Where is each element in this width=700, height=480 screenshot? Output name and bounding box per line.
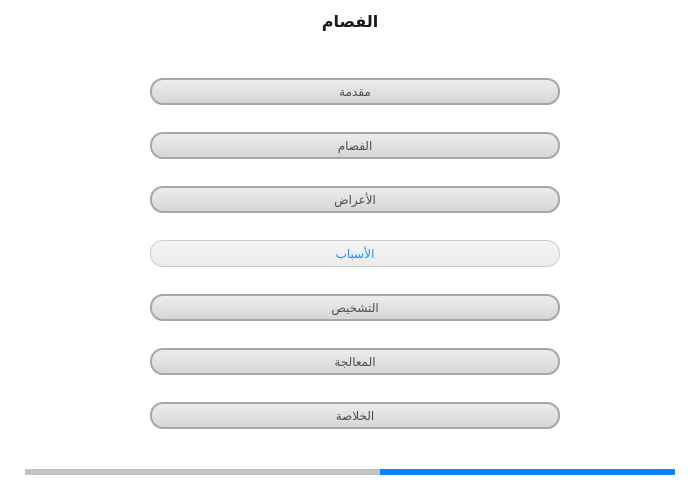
menu-button-label: مقدمة	[339, 84, 371, 99]
menu-button-summary[interactable]	[150, 402, 560, 429]
menu-button-symptoms[interactable]	[150, 186, 560, 213]
menu-button-diagnosis[interactable]	[150, 294, 560, 321]
menu-button-label: التشخيص	[331, 300, 379, 315]
menu-button-schizophrenia[interactable]	[150, 132, 560, 159]
topic-menu	[150, 78, 560, 456]
menu-button-treatment[interactable]	[150, 348, 560, 375]
menu-button-label: الأسباب	[335, 246, 375, 261]
page-title: الفصام	[321, 12, 379, 31]
menu-button-label: المعالجة	[334, 354, 376, 369]
progress-bar[interactable]	[25, 469, 675, 475]
menu-button-causes[interactable]	[150, 240, 560, 267]
menu-button-introduction[interactable]	[150, 78, 560, 105]
menu-button-label: الخلاصة	[335, 408, 375, 423]
menu-button-label: الفصام	[337, 138, 373, 153]
menu-button-label: الأعراض	[334, 192, 376, 207]
progress-fill	[380, 469, 675, 475]
